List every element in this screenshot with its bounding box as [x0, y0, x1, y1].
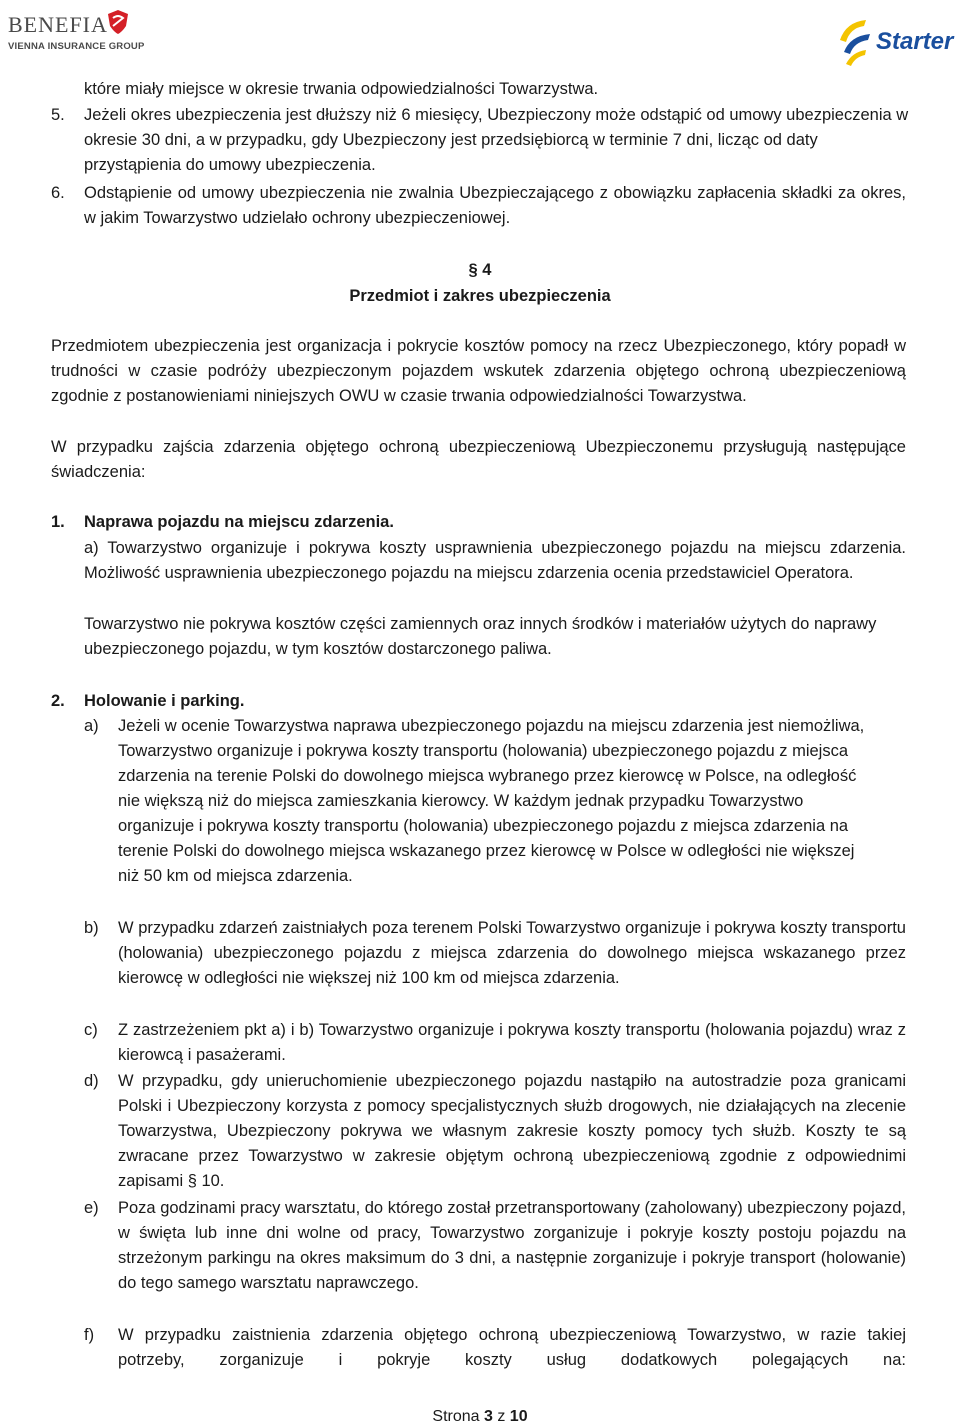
benefia-group-name: VIENNA INSURANCE GROUP: [8, 41, 145, 52]
section-paragraph: Przedmiotem ubezpieczenia jest organizacja i pokrycie kosztów pomocy na rzecz Ubezpieczonego, który popadł w trudności w czasie podróży ubezpieczonym pojazdem wskutek zdarzenia objętego ochroną ubezpieczeniową zgodnie z postanowieniami niniejszych OWU w czasie trwania odpowiedzialności Towarzystwa.: [51, 337, 906, 405]
item-letter: f): [84, 1326, 95, 1344]
benefit-item: Z zastrzeżeniem pkt a) i b) Towarzystwo organizuje i pokrywa koszty transportu (holowania pojazdu) wraz z kierowcą i pasażerami.: [118, 1021, 906, 1064]
starter-brand-name: Starter: [876, 28, 954, 55]
benefia-brand-name: BENEFIA: [8, 12, 108, 37]
benefit-item: W przypadku zdarzeń zaistniałych poza terenem Polski Towarzystwo organizuje i pokrywa koszty transportu (holowania) ubezpieczonego pojazdu z miejsca zdarzenia do dowolnego miejsca wskazanego przez kierowcę w odległości nie większej niż 100 km od miejsca zdarzenia.: [118, 919, 906, 987]
list-number: 5.: [51, 106, 65, 124]
section-title: Przedmiot i zakres ubezpieczenia: [349, 287, 611, 305]
page-footer: [0, 1408, 960, 1426]
page-current: 3: [483, 1408, 493, 1425]
item-letter: e): [84, 1199, 99, 1217]
continuation-line: które miały miejsce w okresie trwania odpowiedzialności Towarzystwa.: [84, 80, 599, 98]
benefit-number: 1.: [51, 513, 65, 531]
benefia-shield-icon: [107, 9, 129, 35]
benefit-item: Jeżeli w ocenie Towarzystwa naprawa ubezpieczonego pojazdu na miejscu zdarzenia jest niemożliwa, Towarzystwo organizuje i pokrywa koszty transportu (holowania) ubezpieczonego pojazdu z miejsca zdarzenia na terenie Polski do dowolnego miejsca wybranego przez kierowcę w Polsce, na odległość nie większą niż do miejsca zamieszkania kierowcy. W każdym jednak przypadku Towarzystwo organizuje i pokrywa koszty transportu (holowania) ubezpieczonego pojazdu z miejsca zdarzenia na terenie Polski do dowolnego miejsca wskazanego przez kierowcę w Polsce w odległości nie większej niż 50 km od miejsca zdarzenia.: [118, 717, 865, 885]
benefit-title: Naprawa pojazdu na miejscu zdarzenia.: [84, 513, 394, 531]
benefit-item: W przypadku, gdy unieruchomienie ubezpieczonego pojazdu nastąpiło na autostradzie poza granicami Polski i Ubezpieczony korzysta z pomocy specjalistycznych służb drogowych, nie działających na zlecenie Towarzystwa, Ubezpieczony pokrywa we własnym zakresie koszty pomocy tych służb. Koszty te są zwracane przez Towarzystwo w zakresie objętym ochroną ubezpieczeniową zgodnie z odpowiednimi zapisami § 10.: [118, 1072, 906, 1190]
item-letter: c): [84, 1021, 98, 1039]
benefit-paragraph: a) Towarzystwo organizuje i pokrywa koszty usprawnienia ubezpieczonego pojazdu na miejscu zdarzenia. Możliwość usprawnienia ubezpieczonego pojazdu na miejscu zdarzenia ocenia przedstawiciel Operatora.: [84, 539, 906, 582]
item-letter: d): [84, 1072, 99, 1090]
page-separator: z: [497, 1408, 506, 1425]
benefit-item: Poza godzinami pracy warsztatu, do którego został przetransportowany (zaholowany) ubezpieczony pojazd, w święta lub inne dni wolne od pracy, Towarzystwo zorganizuje i pokryje koszty postoju pojazdu na strzeżonym parkingu na okres maksimum do 3 dni, a następnie zorganizuje i pokryje transport (holowanie) do tego samego warsztatu naprawczego.: [118, 1199, 906, 1292]
section-symbol: § 4: [468, 261, 492, 279]
page-total: 10: [509, 1408, 528, 1425]
list-item-5: Jeżeli okres ubezpieczenia jest dłuższy niż 6 miesięcy, Ubezpieczony może odstąpić od umowy ubezpieczenia w okresie 30 dni, a w przypadku, gdy Ubezpieczony jest przedsiębiorcą w terminie 7 dni, licząc od daty przystąpienia do umowy ubezpieczenia.: [84, 106, 909, 174]
benefit-paragraph: Towarzystwo nie pokrywa kosztów części zamiennych oraz innych środków i materiałów użytych do naprawy ubezpieczonego pojazdu, w tym kosztów dostarczonego paliwa.: [84, 615, 877, 658]
benefia-logo: [8, 9, 145, 57]
benefit-title: Holowanie i parking.: [84, 692, 245, 710]
page-label: Strona: [432, 1408, 480, 1425]
benefit-number: 2.: [51, 692, 65, 710]
benefit-item: W przypadku zaistnienia zdarzenia objętego ochroną ubezpieczeniową Towarzystwo, w razie takiej potrzeby, zorganizuje i pokryje koszty usług dodatkowych polegających na:: [118, 1326, 906, 1369]
list-item-6: Odstąpienie od umowy ubezpieczenia nie zwalnia Ubezpieczającego z obowiązku zapłacenia składki za okres, w jakim Towarzystwo udzielało ochrony ubezpieczeniowej.: [84, 184, 906, 227]
starter-swoosh-icon: [836, 14, 880, 70]
list-number: 6.: [51, 184, 65, 202]
section-paragraph: W przypadku zajścia zdarzenia objętego ochroną ubezpieczeniową Ubezpieczonemu przysługują następujące świadczenia:: [51, 438, 906, 481]
item-letter: b): [84, 919, 99, 937]
item-letter: a): [84, 717, 99, 735]
starter-logo: [836, 14, 960, 70]
